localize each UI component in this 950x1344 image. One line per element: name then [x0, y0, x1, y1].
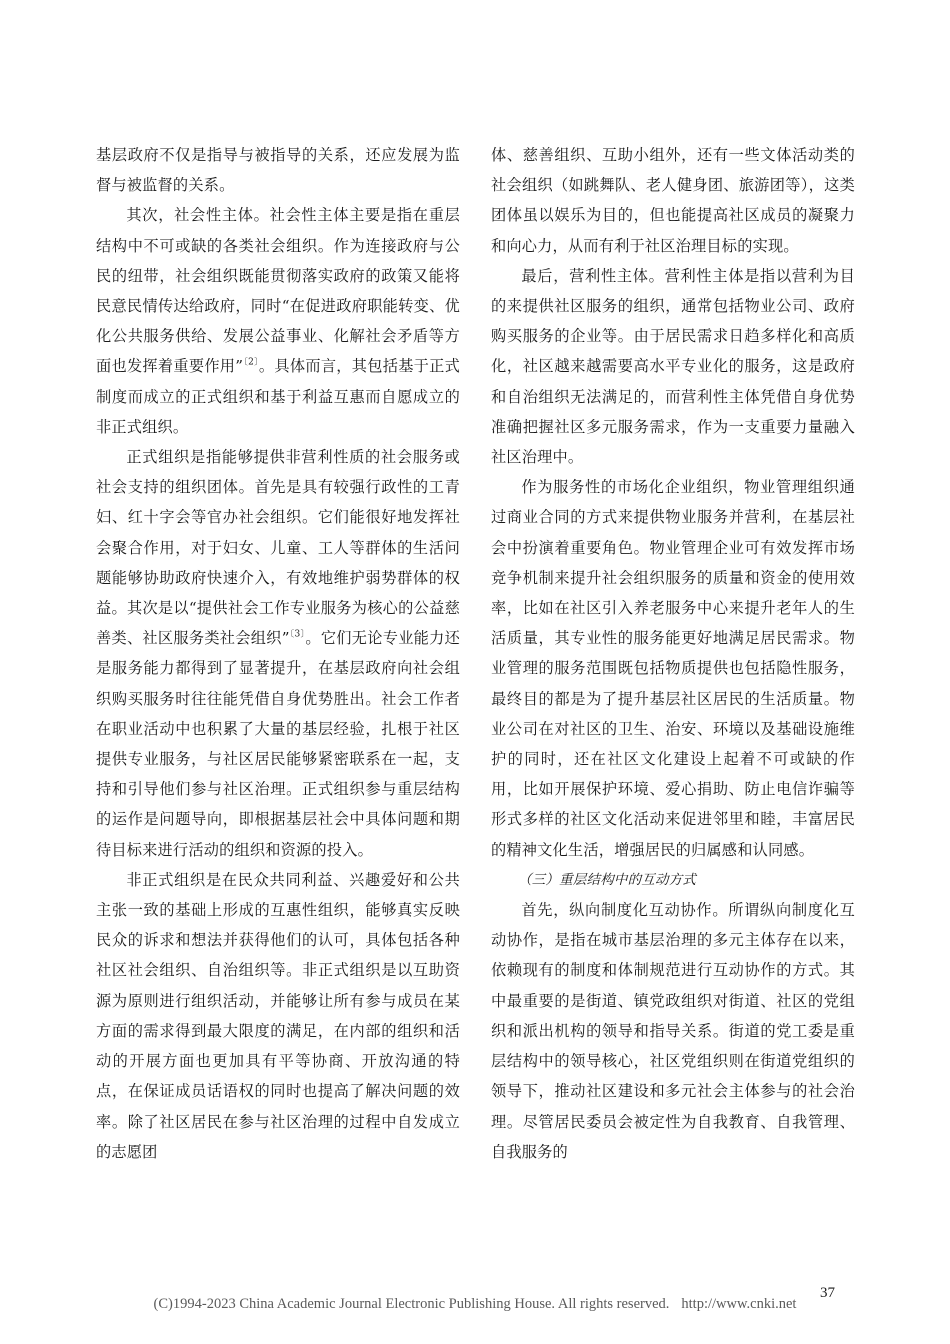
- paragraph: 非正式组织是在民众共同利益、兴趣爱好和公共主张一致的基础上形成的互惠性组织，能够真实反映民众的诉求和想法并获得他们的认可，具体包括各种社区社会组织、自治组织等。非正式组织是以互助资源为原则进行组织活动，并能够让所有参与成员在某方面的需求得到最大限度的满足，在内部的组织和活动的开展方面也更加具有平等协商、开放沟通的特点，在保证成员话语权的同时也提高了解决问题的效率。除了社区居民在参与社区治理的过程中自发成立的志愿团: [96, 870, 460, 1161]
- citation-ref: 〔2〕: [243, 358, 259, 369]
- left-column: [96, 140, 460, 1167]
- footer-url[interactable]: http://www.cnki.net: [681, 1296, 797, 1312]
- paragraph: 作为服务性的市场化企业组织，物业管理组织通过商业合同的方式来提供物业服务并营利，在基层社会中扮演着重要角色。物业管理企业可有效发挥市场竞争机制来提升社会组织服务的质量和资金的使用效率，比如在社区引入养老服务中心来提升老年人的生活质量，其专业性的服务能更好地满足居民需求。物业管理的服务范围既包括物质提供也包括隐性服务，最终目的都是为了提升基层社区居民的生活质量。物业公司在对社区的卫生、治安、环境以及基础设施维护的同时，还在社区文化建设上起着不可或缺的作用，比如开展保护环境、爱心捐助、防止电信诈骗等形式多样的社区文化活动来促进邻里和睦，丰富居民的精神文化生活，增强居民的归属感和认同感。: [491, 478, 855, 859]
- right-column: [491, 140, 855, 1167]
- citation-ref: 〔3〕: [289, 629, 306, 640]
- paragraph-text: 正式组织是指能够提供非营利性质的社会服务或社会支持的组织团体。首先是具有较强行政性的工青妇、红十字会等官办社会组织。它们能很好地发挥社会聚合作用，对于妇女、儿童、工人等群体的生活问题能够协助政府快速介入，有效地维护弱势群体的权益。其次是以“提供社会工作专业服务为核心的公益慈善类、社区服务类社会组织”: [96, 448, 460, 648]
- paragraph: 最后，营利性主体。营利性主体是指以营利为目的来提供社区服务的组织，通常包括物业公司、政府购买服务的企业等。由于居民需求日趋多样化和高质化，社区越来越需要高水平专业化的服务，这是政府和自治组织无法满足的，而营利性主体凭借自身优势准确把握社区多元服务需求，作为一支重要力量融入社区治理中。: [491, 266, 855, 467]
- page-number: 37: [820, 1285, 835, 1301]
- paragraph-text: 。它们无论专业能力还是服务能力都得到了显著提升，在基层政府向社会组织购买服务时往往能凭借自身优势胜出。社会工作者在职业活动中也积累了大量的基层经验，扎根于社区提供专业服务，与社区居民能够紧密联系在一起，支持和引导他们参与社区治理。正式组织参与重层结构的运作是问题导向，即根据基层社会中具体问题和期待目标来进行活动的组织和资源的投入。: [96, 629, 461, 859]
- paragraph: [96, 442, 460, 865]
- section-heading: （三）重层结构中的互动方式: [518, 871, 697, 888]
- paragraph: 体、慈善组织、互助小组外，还有一些文体活动类的社会组织（如跳舞队、老人健身团、旅游团等），这类团体虽以娱乐为目的，但也能提高社区成员的凝聚力和向心力，从而有利于社区治理目标的实现。: [491, 146, 855, 255]
- paragraph-text: 其次，社会性主体。社会性主体主要是指在重层结构中不可或缺的各类社会组织。作为连接政府与公民的纽带，社会组织既能贯彻落实政府的政策又能将民意民情传达给政府，同时“在促进政府职能转变、优化公共服务供给、发展公益事业、化解社会矛盾等方面也发挥着重要作用”: [96, 206, 460, 376]
- paragraph: 基层政府不仅是指导与被指导的关系，还应发展为监督与被监督的关系。: [96, 146, 460, 195]
- paragraph: [96, 200, 460, 442]
- footer: [0, 1296, 950, 1313]
- paragraph: 首先，纵向制度化互动协作。所谓纵向制度化互动协作，是指在城市基层治理的多元主体存在以来，依赖现有的制度和体制规范进行互动协作的方式。其中最重要的是街道、镇党政组织对街道、社区的党组织和派出机构的领导和指导关系。街道的党工委是重层结构中的领导核心，社区党组织则在街道党组织的领导下，推动社区建设和多元社会主体参与的社会治理。尽管居民委员会被定性为自我教育、自我管理、自我服务的: [491, 901, 855, 1161]
- copyright-notice: (C)1994-2023 China Academic Journal Electronic Publishing House. All rights reserved.: [153, 1296, 670, 1312]
- paragraph-text: 。具体而言，其包括基于正式制度而成立的正式组织和基于利益互惠而自愿成立的非正式组织。: [96, 357, 461, 436]
